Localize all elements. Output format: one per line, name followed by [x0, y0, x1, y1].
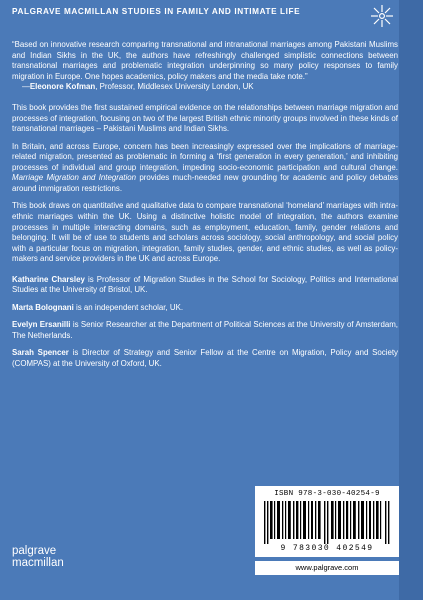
- author-bio-text: is Director of Strategy and Senior Fellow at the Centre on Migration, Policy and Society (COMPAS) at the University of Oxford, UK.: [12, 348, 398, 368]
- author-bio-1: [12, 275, 398, 296]
- isbn-label: ISBN 978-3-030-40254-9: [274, 490, 380, 498]
- publisher-line-1: palgrave: [12, 545, 57, 557]
- barcode-icon: [264, 501, 390, 544]
- author-bio-text: is Professor of Migration Studies in the School for Sociology, Politics and International Studies at the University of Bristol, UK.: [12, 274, 398, 295]
- author-bio-2: [12, 303, 398, 314]
- book-title-italic: Marriage Migration and Integration: [12, 173, 137, 183]
- author-name: Sarah Spencer: [12, 348, 69, 358]
- author-bio-text: is Senior Researcher at the Department of Political Sciences at the University of Amsterdam, The Netherlands.: [12, 320, 398, 340]
- description-paragraph-3: This book draws on quantitative and qualitative data to compare transnational ‘homeland’ marriages with intra-ethnic marriages within the UK. Using a distinctive holistic model of integration, the authors examine processes in multiple interacting domains, such as employment, education, family, gender relations and belonging. It will be of use to students and scholars across sociology, social anthropology, and social policy with a particular focus on migration, integration, family studies, gender, and ethnic studies, as well as policy-makers and service providers in the UK and across Europe.: [12, 201, 398, 264]
- author-bio-3: [12, 320, 398, 341]
- attribution-dash: —: [22, 82, 30, 92]
- cover-edge: [399, 0, 423, 600]
- paragraph-2-text-a: In Britain, and across Europe, concern has been increasingly expressed over the implications of marriage-related migration, presented as problematic in forming a ‘first generation in every generation,’ and inhibiting processes of individual and group integration, impeding socio-economic participation and cultural change.: [12, 141, 398, 172]
- publisher-url: www.palgrave.com: [255, 561, 399, 575]
- barcode-panel: [255, 486, 399, 557]
- endorsement-quote: “Based on innovative research comparing transnational and intranational marriages among Pakistani Muslims and Indian Sikhs in the UK, the authors have refreshingly challenged simplistic connections between transnational marriages and problematic integration underpinning so many policy responses to family migration in Europe. One hopes academics, policy makers and the media take note.”: [12, 40, 398, 81]
- barcode-digits: 9 783030 402549: [280, 544, 374, 553]
- publisher-line-2: macmillan: [12, 557, 64, 569]
- back-cover-text: [12, 40, 398, 376]
- description-paragraph-1: This book provides the first sustained empirical evidence on the relationships between marriage migration and processes of integration, focusing on two of the largest British ethnic minority groups involved in these kinds of transnational marriages – Pakistani Muslims and Indian Sikhs.: [12, 102, 398, 134]
- star-burst-icon: [370, 4, 394, 28]
- author-name: Katharine Charsley: [12, 274, 85, 284]
- author-name: Marta Bolognani: [12, 302, 74, 312]
- endorser-name: Eleonore Kofman: [29, 82, 96, 92]
- series-title: PALGRAVE MACMILLAN STUDIES IN FAMILY AND INTIMATE LIFE: [12, 7, 301, 16]
- paragraph-2-text-b: provides much-needed new grounding for academic and policy debates around immigration restrictions.: [12, 173, 399, 193]
- author-name: Evelyn Ersanilli: [12, 320, 71, 330]
- author-bio-4: [12, 348, 398, 369]
- endorsement-attribution: [12, 82, 398, 93]
- publisher-logo: [12, 545, 64, 569]
- endorser-affiliation: , Professor, Middlesex University London, UK: [95, 82, 254, 92]
- description-paragraph-2: [12, 142, 398, 195]
- author-bio-text: is an independent scholar, UK.: [73, 302, 184, 312]
